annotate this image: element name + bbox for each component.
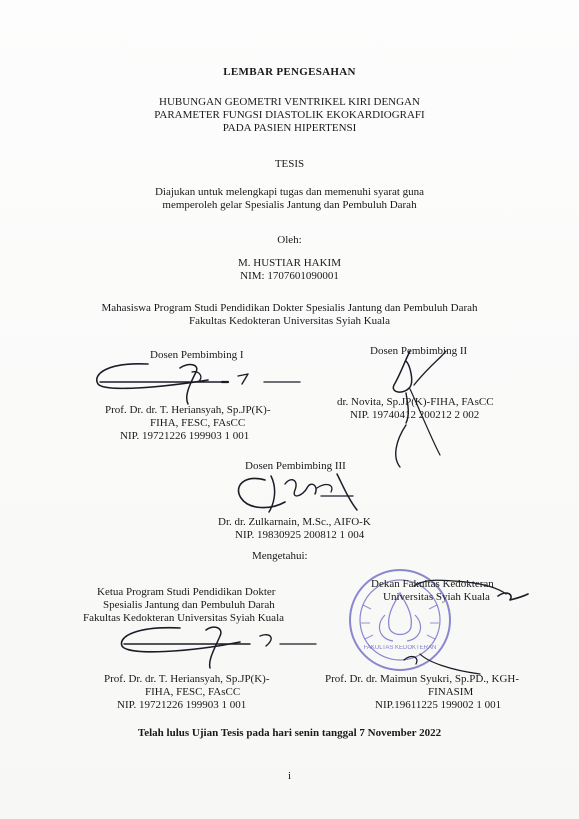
supervisor-1-name-line-2: FIHA, FESC, FAsCC <box>150 417 246 429</box>
purpose-line-2: memperoleh gelar Spesialis Jantung dan Pembuluh Darah <box>162 199 417 211</box>
by-label: Oleh: <box>277 234 302 246</box>
supervisor-2-role: Dosen Pembimbing II <box>370 345 468 357</box>
head-program-signature <box>110 622 320 672</box>
thesis-title-line-3: PADA PASIEN HIPERTENSI <box>222 122 357 134</box>
dean-name-line-2: FINASIM <box>428 686 474 698</box>
supervisor-3-signature <box>225 466 375 521</box>
stamp-text: FAKULTAS KEDOKTERAN <box>363 645 437 651</box>
supervisor-1-role: Dosen Pembimbing I <box>150 349 244 361</box>
dean-role-line-2: Universitas Syiah Kuala <box>383 591 490 603</box>
document-heading: LEMBAR PENGESAHAN <box>223 66 356 78</box>
page-number: i <box>287 770 292 782</box>
head-program-nip: NIP. 19721226 199903 1 001 <box>117 699 247 711</box>
dean-role-line-1: Dekan Fakultas Kedokteran <box>371 578 494 590</box>
supervisor-2-name: dr. Novita, Sp.JP(K)-FIHA, FAsCC <box>337 396 494 408</box>
supervisor-1-nip: NIP. 19721226 199903 1 001 <box>120 430 250 442</box>
author-nim: NIM: 1707601090001 <box>240 270 339 282</box>
document-type: TESIS <box>274 158 305 170</box>
head-program-role-line-2: Spesialis Jantung dan Pembuluh Darah <box>103 599 275 611</box>
head-program-role-line-1: Ketua Program Studi Pendidikan Dokter <box>97 586 276 598</box>
head-program-name-line-2: FIHA, FESC, FAsCC <box>145 686 241 698</box>
acknowledged-label: Mengetahui: <box>252 550 308 562</box>
supervisor-1-signature <box>88 358 308 408</box>
purpose-line-1: Diajukan untuk melengkapi tugas dan memenuhi syarat guna <box>154 186 425 198</box>
thesis-title-line-1: HUBUNGAN GEOMETRI VENTRIKEL KIRI DENGAN <box>159 96 420 108</box>
head-program-name-line-1: Prof. Dr. dr. T. Heriansyah, Sp.JP(K)- <box>104 673 270 685</box>
thesis-title-line-2: PARAMETER FUNGSI DIASTOLIK EKOKARDIOGRAFI <box>154 109 425 121</box>
supervisor-3-role: Dosen Pembimbing III <box>245 460 346 472</box>
supervisor-3-nip: NIP. 19830925 200812 1 004 <box>235 529 365 541</box>
supervisor-1-name-line-1: Prof. Dr. dr. T. Heriansyah, Sp.JP(K)- <box>105 404 271 416</box>
author-name: M. HUSTIAR HAKIM <box>238 257 341 269</box>
supervisor-2-nip: NIP. 19740412 200212 2 002 <box>350 409 480 421</box>
supervisor-3-name: Dr. dr. Zulkarnain, M.Sc., AIFO-K <box>218 516 371 528</box>
program-line-1: Mahasiswa Program Studi Pendidikan Dokter Spesialis Jantung dan Pembuluh Darah <box>101 302 478 314</box>
program-line-2: Fakultas Kedokteran Universitas Syiah Kuala <box>188 315 390 327</box>
head-program-role-line-3: Fakultas Kedokteran Universitas Syiah Kuala <box>83 612 285 624</box>
exam-note: Telah lulus Ujian Tesis pada hari senin tanggal 7 November 2022 <box>137 727 442 739</box>
dean-nip: NIP.19611225 199002 1 001 <box>375 699 502 711</box>
dean-name-line-1: Prof. Dr. dr. Maimun Syukri, Sp.PD., KGH- <box>325 673 520 685</box>
